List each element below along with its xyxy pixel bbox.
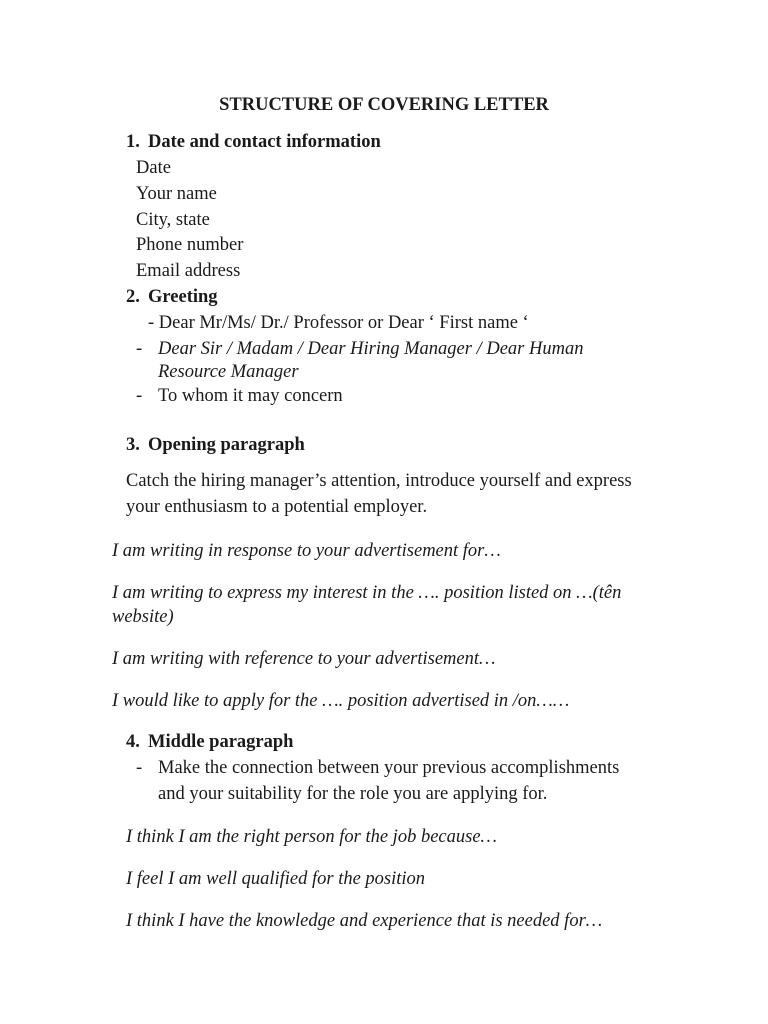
opening-example-4: I would like to apply for the …. position advertised in /on…… xyxy=(112,691,570,711)
opening-example-1: I am writing in response to your advertisement for… xyxy=(112,541,501,561)
contact-item-phone: Phone number xyxy=(136,235,244,255)
middle-example-1: I think I am the right person for the job because… xyxy=(126,827,497,847)
opening-description-line1: Catch the hiring manager’s attention, introduce yourself and express xyxy=(126,471,632,491)
contact-item-city: City, state xyxy=(136,210,210,230)
section-heading-opening xyxy=(126,434,305,456)
opening-example-2: I am writing to express my interest in the …. position listed on …(tên xyxy=(112,583,622,603)
contact-item-date: Date xyxy=(136,158,171,178)
opening-example-3: I am writing with reference to your advertisement… xyxy=(112,649,496,669)
greeting-formal: - Dear Mr/Ms/ Dr./ Professor or Dear ‘ First name ‘ xyxy=(148,313,529,333)
section-number: 3. xyxy=(126,435,140,455)
section-number: 4. xyxy=(126,732,140,752)
bullet-dash: - xyxy=(136,339,143,359)
greeting-generic-line1: Dear Sir / Madam / Dear Hiring Manager / Dear Human xyxy=(158,339,584,359)
section-heading-date-contact xyxy=(126,131,381,153)
middle-example-2: I feel I am well qualified for the position xyxy=(126,869,426,889)
opening-description-line2: your enthusiasm to a potential employer. xyxy=(126,497,428,517)
section-title: Greeting xyxy=(148,287,218,307)
contact-item-name: Your name xyxy=(136,184,217,204)
document-title: STRUCTURE OF COVERING LETTER xyxy=(219,95,549,115)
bullet-dash: - xyxy=(136,386,143,406)
greeting-unknown: To whom it may concern xyxy=(158,386,343,406)
section-heading-greeting xyxy=(126,286,218,308)
middle-point-line2: and your suitability for the role you are applying for. xyxy=(158,784,548,804)
middle-example-3: I think I have the knowledge and experience that is needed for… xyxy=(126,911,603,931)
section-number: 1. xyxy=(126,132,140,152)
section-heading-middle xyxy=(126,731,293,753)
section-title: Middle paragraph xyxy=(148,732,294,752)
section-number: 2. xyxy=(126,287,140,307)
contact-item-email: Email address xyxy=(136,261,241,281)
greeting-generic-line2: Resource Manager xyxy=(158,362,299,382)
opening-example-2-cont: website) xyxy=(112,607,174,627)
middle-point-line1: Make the connection between your previous accomplishments xyxy=(158,758,620,778)
section-title: Opening paragraph xyxy=(148,435,305,455)
section-title: Date and contact information xyxy=(148,132,381,152)
bullet-dash: - xyxy=(136,758,143,778)
